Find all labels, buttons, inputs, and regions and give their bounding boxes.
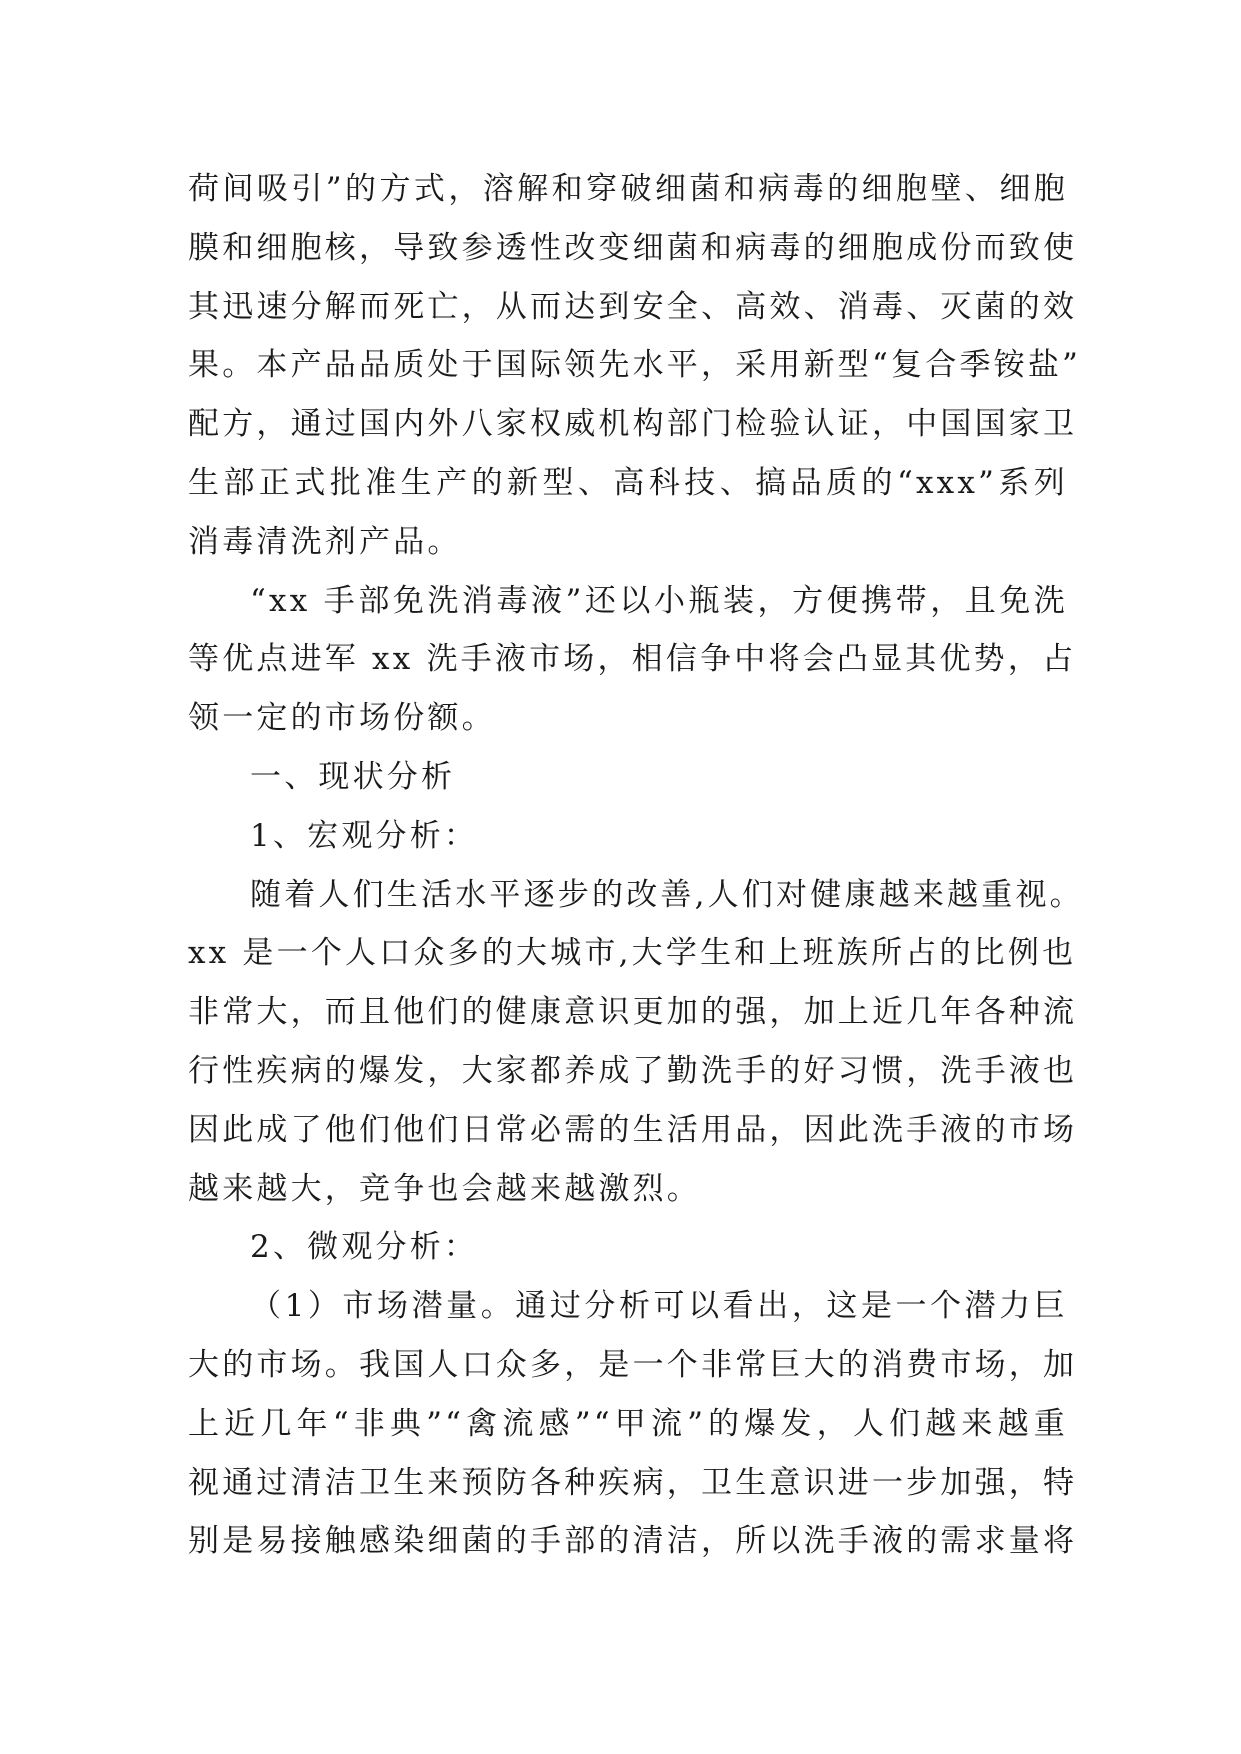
text-line: 生部正式批准生产的新型、高科技、搞品质的“xxx”系列: [188, 464, 1068, 501]
text-line: “xx 手部免洗消毒液”还以小瓶装，方便携带，且免洗: [250, 582, 1068, 619]
text-line: 其迅速分解而死亡，从而达到安全、高效、消毒、灭菌的效: [188, 288, 1078, 325]
text-line: 上近几年“非典”“禽流感”“甲流”的爆发，人们越来越重: [188, 1405, 1068, 1442]
text-line: xx 是一个人口众多的大城市,大学生和上班族所占的比例也: [188, 935, 1077, 972]
text-line: 荷间吸引”的方式，溶解和穿破细菌和病毒的细胞壁、细胞: [188, 171, 1068, 207]
text-line: 别是易接触感染细菌的手部的清洁，所以洗手液的需求量将: [188, 1523, 1078, 1560]
text-line: 非常大，而且他们的健康意识更加的强，加上近几年各种流: [188, 994, 1078, 1031]
text-line: 2、微观分析：: [250, 1229, 479, 1266]
document-body: [188, 160, 1084, 1571]
text-line: （1）市场潜量。通过分析可以看出，这是一个潜力巨: [250, 1288, 1068, 1325]
text-line: 大的市场。我国人口众多，是一个非常巨大的消费市场，加: [188, 1346, 1078, 1383]
text-line: 膜和细胞核，导致参透性改变细菌和病毒的细胞成份而致使: [188, 229, 1078, 266]
text-line: 一、现状分析: [250, 758, 456, 795]
text-line: 果。本产品品质处于国际领先水平，采用新型“复合季铵盐”: [188, 347, 1082, 384]
text-line: 行性疾病的爆发，大家都养成了勤洗手的好习惯，洗手液也: [188, 1052, 1078, 1089]
text-line: 1、宏观分析：: [250, 817, 479, 854]
text-line: 等优点进军 xx 洗手液市场，相信争中将会凸显其优势，占: [188, 641, 1077, 678]
text-line: 越来越大，竞争也会越来越激烈。: [188, 1170, 701, 1207]
text-line: 配方，通过国内外八家权威机构部门检验认证，中国国家卫: [188, 406, 1078, 443]
text-line: 领一定的市场份额。: [188, 700, 496, 737]
text-line: 随着人们生活水平逐步的改善,人们对健康越来越重视。: [250, 876, 1084, 913]
text-line: 视通过清洁卫生来预防各种疾病，卫生意识进一步加强，特: [188, 1464, 1078, 1501]
text-line: 因此成了他们他们日常必需的生活用品，因此洗手液的市场: [188, 1111, 1078, 1148]
text-line: 消毒清洗剂产品。: [188, 523, 462, 560]
